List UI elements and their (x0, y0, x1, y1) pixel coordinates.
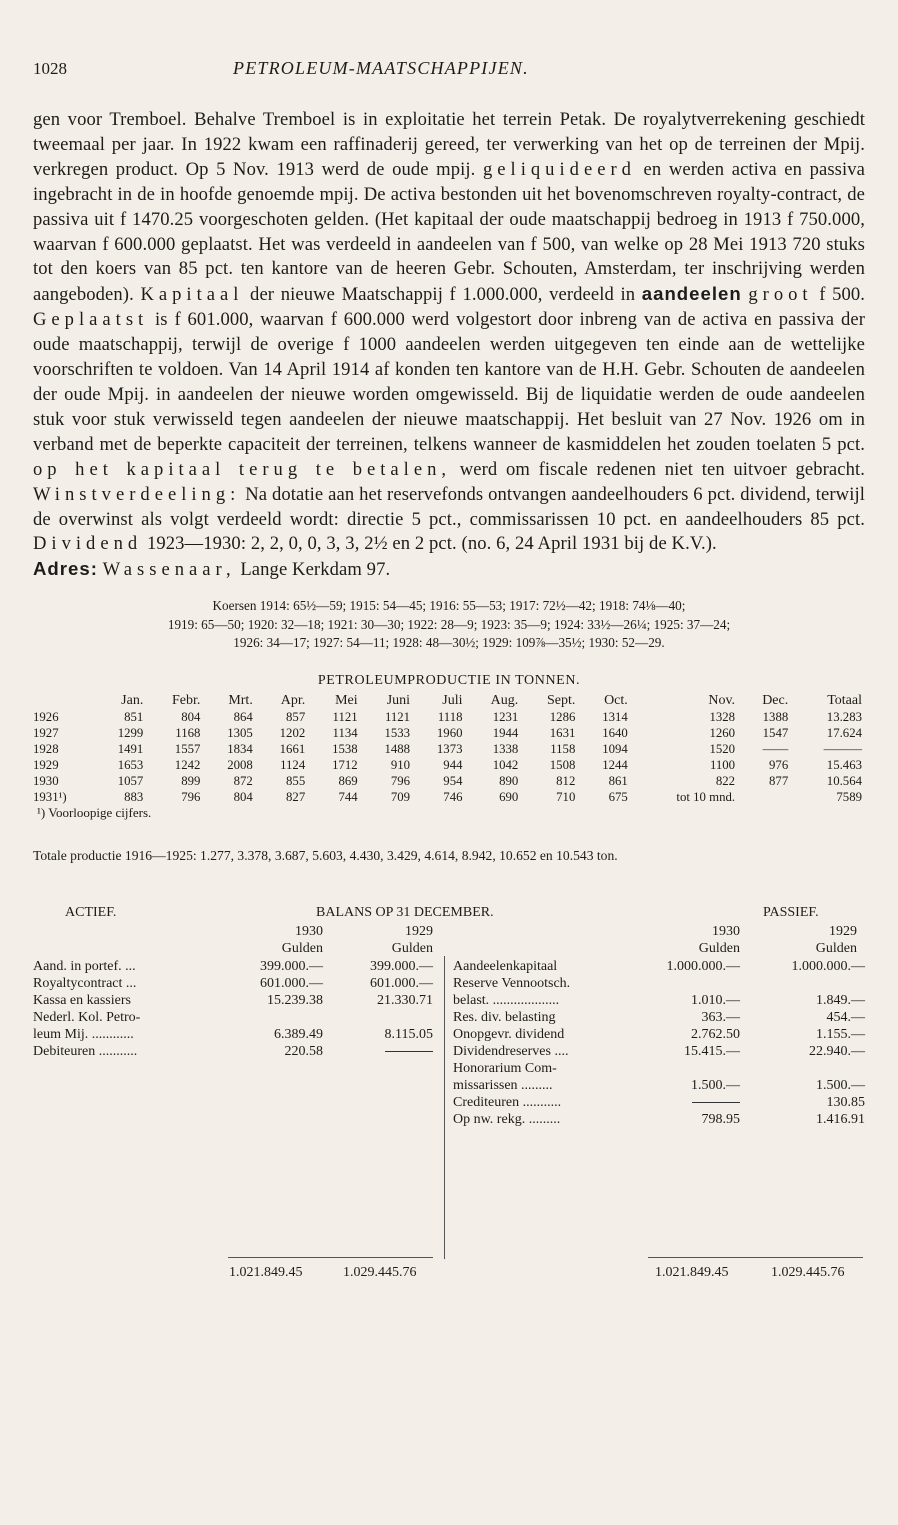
actief-value-1930: 399.000.— (260, 958, 323, 974)
production-value-cell: 796 (181, 789, 201, 804)
blank-dash (692, 1102, 740, 1103)
passief-row (453, 1043, 865, 1060)
production-value-cell: 1231 (492, 709, 519, 724)
running-title: PETROLEUM-MAATSCHAPPIJEN. (233, 58, 529, 78)
passief-value-1930: 798.95 (701, 1111, 740, 1127)
passief-label: Op nw. rekg. ......... (453, 1111, 561, 1127)
production-value-cell: 1305 (227, 725, 253, 740)
production-row (33, 789, 865, 805)
actief-value-1929: 601.000.— (370, 975, 433, 991)
production-value-cell: 1388 (762, 709, 789, 724)
actief-label: Nederl. Kol. Petro- (33, 1009, 141, 1025)
production-value-cell: 675 (608, 789, 628, 804)
passief-value-1930: 2.762.50 (691, 1026, 740, 1042)
emph-groot: groot (748, 284, 813, 306)
production-row (33, 757, 865, 773)
production-value-cell: tot 10 mnd. (676, 789, 736, 804)
production-value-cell: 857 (286, 709, 306, 724)
production-value-cell: 1491 (117, 741, 144, 756)
actief-value-1929: 21.330.71 (377, 992, 433, 1008)
actief-total-rule (228, 1257, 433, 1258)
production-value-cell: 812 (556, 773, 576, 788)
production-value-cell: 883 (124, 789, 144, 804)
passief-row (453, 992, 865, 1009)
passief-label: Crediteuren ........... (453, 1094, 562, 1110)
production-header-cell: Mrt. (228, 692, 253, 708)
passief-value-1930: 1.010.— (691, 992, 740, 1008)
production-value-cell: 1328 (709, 709, 736, 724)
production-value-cell: 1338 (492, 741, 519, 756)
production-value-cell: 1202 (279, 725, 306, 740)
actief-total-1929: 1.029.445.76 (343, 1264, 417, 1280)
passief-row (453, 975, 865, 992)
para-part: Na dotatie aan het reservefonds ontvangen aandeelhouders 6 pct. dividend, terwijl de overwinst als volgt verdeeld wordt: directie 5 pct., commissarissen 10 pct. en aandeelhouders 85 pct. (33, 483, 865, 530)
actief-value-1930: 6.389.49 (274, 1026, 323, 1042)
actief-label: Royaltycontract ... (33, 975, 137, 991)
production-value-cell: 1094 (602, 741, 628, 756)
production-value-cell: 2008 (227, 757, 253, 772)
production-row (33, 725, 865, 741)
blank-dash (385, 1051, 433, 1052)
actief-col-1930 (233, 923, 323, 957)
production-value-cell: 1260 (709, 725, 736, 740)
production-header-cell: Oct. (604, 692, 628, 708)
passief-value-1929: 1.416.91 (816, 1111, 865, 1127)
passief-value-1929: 1.155.— (816, 1026, 865, 1042)
passief-label: Aandeelenkapitaal (453, 958, 558, 974)
actief-row (33, 958, 433, 975)
production-year-cell: 1927 (33, 725, 59, 740)
production-value-cell: 877 (769, 773, 789, 788)
production-header-cell: Apr. (280, 692, 306, 708)
production-value-cell: 1712 (332, 757, 358, 772)
production-value-cell: 1547 (762, 725, 789, 740)
production-value-cell: 13.283 (826, 709, 862, 724)
production-table (33, 693, 865, 805)
production-value-cell: 10.564 (826, 773, 862, 788)
passief-row (453, 958, 865, 975)
production-title: PETROLEUMPRODUCTIE IN TONNEN. (317, 672, 581, 688)
production-value-cell: 869 (338, 773, 358, 788)
production-value-cell (738, 789, 791, 805)
page (33, 58, 865, 1285)
actief-row (33, 975, 433, 992)
para-part: werd om fiscale redenen niet ten uitvoer gebracht. (459, 458, 866, 480)
actief-value-1929 (385, 1043, 433, 1060)
adres-label: Adres: (33, 558, 98, 580)
production-header-cell: Juni (386, 692, 411, 708)
year-label: 1930 (712, 923, 740, 939)
production-header-cell: Nov. (708, 692, 736, 708)
passief-row (453, 1026, 865, 1043)
production-value-cell: 1944 (492, 725, 519, 740)
production-value-cell: 1373 (436, 741, 463, 756)
balans-section (33, 905, 865, 1285)
actief-rows (33, 958, 433, 1060)
actief-total-1930: 1.021.849.45 (229, 1264, 303, 1280)
emph-dividend: Dividend (33, 533, 143, 555)
passief-label: belast. ................... (453, 992, 560, 1008)
passief-value-1930: 363.— (701, 1009, 740, 1025)
production-header-cell: Juli (442, 692, 463, 708)
production-header-cell: Totaal (827, 692, 862, 708)
production-value-cell: ——— (823, 741, 862, 756)
actief-row (33, 1026, 433, 1043)
actief-col-1929 (343, 923, 433, 957)
production-value-cell: 1158 (550, 741, 576, 756)
production-year-cell: 1928 (33, 741, 59, 756)
para-part: en werden activa en passiva ingebracht in de in hoofde genoemde mpij. De activa bestonden uit het bovenomschreven royalty-contract, de passiva uit f 1470.25 voorgeschoten gelden. (Het kapitaal der oude maatschappij bedroeg in 1913 f 750.000, waarvan f 600.000 geplaatst. Het was verdeeld in aandeelen van f 500, van welke op 28 Mei 1913 720 stuks tot den koers van 85 pct. ten kantore van de heeren Gebr. Schouten, Amsterdam, ter inschrijving werden aangeboden). (33, 158, 866, 306)
production-value-cell: 796 (390, 773, 411, 788)
production-row (33, 773, 865, 789)
production-year-cell: 1929 (33, 757, 59, 772)
adres-street: Lange Kerkdam 97. (240, 559, 391, 581)
production-value-cell: 1538 (332, 741, 358, 756)
totale-productie: Totale productie 1916—1925: 1.277, 3.378, 3.687, 5.603, 4.430, 3.429, 4.614, 8.942, 10.652 en 10.543 ton. (33, 847, 618, 863)
production-value-cell: 1121 (332, 709, 358, 724)
actief-value-1929: 399.000.— (370, 958, 433, 974)
production-value-cell: 690 (499, 789, 519, 804)
emph-terugbetalen: op het kapitaal terug te betalen, (33, 458, 452, 480)
actief-row (33, 992, 433, 1009)
production-value-cell: 710 (556, 789, 576, 804)
passief-value-1930 (692, 1094, 740, 1111)
passief-row (453, 1060, 865, 1077)
passief-col-1930 (650, 923, 740, 957)
production-header-cell: Dec. (762, 692, 789, 708)
production-value-cell: 1121 (384, 709, 411, 724)
production-value-cell: 1286 (549, 709, 576, 724)
passief-col-1929 (765, 923, 857, 957)
production-value-cell: 910 (390, 757, 411, 772)
production-value-cell: 1631 (549, 725, 576, 740)
production-year-cell: 1931¹) (33, 789, 67, 804)
actief-label: Kassa en kassiers (33, 992, 131, 1008)
passief-value-1929: 22.940.— (809, 1043, 865, 1059)
production-value-cell: 709 (390, 789, 411, 804)
production-header-cell: Mei (335, 692, 358, 708)
emph-geplaatst: Geplaatst (33, 309, 149, 331)
year-label: 1929 (405, 923, 433, 939)
production-value-cell: 1118 (437, 709, 463, 724)
year-label: 1929 (829, 923, 857, 939)
production-value-cell: 1533 (384, 725, 411, 740)
passief-row (453, 1077, 865, 1094)
para-part: gen voor Tremboel. Behalve Tremboel is in exploitatie het terrein Petak. De royalytverrekening geschiedt tweemaal per jaar. In 1922 kwam een raffinaderij gereed, ter verwerking van het op de terreinen der Mpij. verkregen product. Op 5 Nov. 1913 werd de oude mpij. (33, 109, 865, 180)
page-number: 1028 (33, 59, 67, 78)
passief-value-1930: 15.415.— (684, 1043, 740, 1059)
koersen-block (33, 597, 865, 653)
balans-title: BALANS OP 31 DECEMBER. (316, 904, 494, 920)
production-value-cell: 899 (181, 773, 201, 788)
passief-label: PASSIEF. (763, 904, 819, 920)
production-header-cell: Aug. (490, 692, 519, 708)
currency-label: Gulden (698, 940, 740, 956)
production-value-cell: 864 (233, 709, 253, 724)
passief-total-1929: 1.029.445.76 (771, 1264, 845, 1280)
para-part: is f 601.000, waarvan f 600.000 werd volgestort door inbreng van de activa en passiva der oude maatschappij, terwijl de overige f 1000 aandeelen werden uitgegeven ten einde aan de wettelijke voorschriften te voldoen. Van 14 April 1914 af konden ten kantore van de H.H. Gebr. Schouten de aandeelen der oude Mpij. in aandeelen der nieuwe worden omgewisseld. Bij de liquidatie werden de oude aandeelen stuk voor stuk verwisseld tegen aandeelen der nieuwe maatschappij. Het besluit van 27 Nov. 1926 om in verband met de beperkte capaciteit der terreinen, telkens wanneer de kasmiddelen het zouden toelaten 5 pct. (33, 309, 865, 455)
production-value-cell: 1661 (279, 741, 306, 756)
production-value-cell: 851 (124, 709, 144, 724)
passief-value-1929: 130.85 (826, 1094, 865, 1110)
production-value-cell: 746 (443, 789, 463, 804)
production-row (33, 741, 865, 757)
production-year-cell: 1926 (33, 709, 59, 724)
passief-value-1930: 1.500.— (691, 1077, 740, 1093)
production-value-cell: 1557 (174, 741, 201, 756)
para-part: f 500. (819, 284, 866, 306)
production-value-cell: 976 (769, 757, 789, 772)
production-value-cell: 855 (286, 773, 306, 788)
passief-label: Honorarium Com- (453, 1060, 557, 1076)
production-value-cell: 1299 (117, 725, 144, 740)
emph-kapitaal: Kapitaal (140, 284, 244, 306)
actief-value-1930: 220.58 (284, 1043, 323, 1059)
production-value-cell: 1520 (709, 741, 736, 756)
production-value-cell: 822 (715, 773, 736, 788)
passief-value-1929: 1.500.— (816, 1077, 865, 1093)
production-value-cell: 1242 (174, 757, 201, 772)
passief-label: missarissen ......... (453, 1077, 553, 1093)
production-value-cell: 1653 (117, 757, 144, 772)
balans-title-row (33, 905, 865, 925)
production-value-cell: 827 (286, 789, 306, 804)
production-value-cell: —— (762, 741, 789, 756)
production-year-cell: 1930 (33, 773, 59, 788)
passief-label: Onopgevr. dividend (453, 1026, 565, 1042)
passief-value-1929: 1.000.000.— (791, 958, 865, 974)
production-header-cell: Jan. (121, 692, 144, 708)
actief-label: ACTIEF. (65, 904, 117, 920)
production-value-cell: 1314 (602, 709, 628, 724)
actief-row (33, 1043, 433, 1060)
currency-label: Gulden (815, 940, 857, 956)
production-header-cell: Febr. (172, 692, 201, 708)
production-value-cell: 1834 (227, 741, 253, 756)
production-value-cell: 804 (181, 709, 201, 724)
adres-city: Wassenaar, (102, 559, 236, 581)
production-value-cell: 7589 (836, 789, 862, 804)
production-value-cell: 744 (338, 789, 358, 804)
production-value-cell: 890 (499, 773, 519, 788)
year-label: 1930 (295, 923, 323, 939)
currency-label: Gulden (391, 940, 433, 956)
passief-rows (453, 958, 865, 1128)
production-value-cell: 804 (233, 789, 253, 804)
production-value-cell: 1057 (117, 773, 144, 788)
production-value-cell: 1100 (709, 757, 736, 772)
actief-value-1930: 601.000.— (260, 975, 323, 991)
production-value-cell: 1124 (280, 757, 306, 772)
passief-row (453, 1111, 865, 1128)
column-divider (444, 956, 445, 1259)
passief-row (453, 1009, 865, 1026)
production-value-cell: 17.624 (826, 725, 862, 740)
para-part: der nieuwe Maatschappij f 1.000.000, verdeeld in (250, 284, 636, 306)
actief-row (33, 1009, 433, 1026)
production-value-cell: 1042 (492, 757, 519, 772)
production-row (33, 709, 865, 725)
currency-label: Gulden (281, 940, 323, 956)
passief-value-1929: 454.— (826, 1009, 865, 1025)
passief-total-1930: 1.021.849.45 (655, 1264, 729, 1280)
emph-geliquideerd: geliquideerd (483, 158, 636, 180)
koersen-line: 1919: 65—50; 1920: 32—18; 1921: 30—30; 1922: 28—9; 1923: 35—9; 1924: 33½—26¼; 1925: 37—24; (167, 616, 731, 632)
production-value-cell: 1244 (602, 757, 628, 772)
production-value-cell: 954 (443, 773, 463, 788)
actief-label: Aand. in portef. ... (33, 958, 136, 974)
passief-label: Res. div. belasting (453, 1009, 556, 1025)
passief-row (453, 1094, 865, 1111)
company-description (33, 108, 865, 583)
emph-winstverdeeling: Winstverdeeling: (33, 483, 241, 505)
production-value-cell: 1488 (384, 741, 411, 756)
passief-label: Reserve Vennootsch. (453, 975, 571, 991)
para-part: 1923—1930: 2, 2, 0, 0, 3, 3, 2½ en 2 pct. (no. 6, 24 April 1931 bij de K.V.). (146, 533, 717, 555)
actief-label: leum Mij. ............ (33, 1026, 134, 1042)
production-footnote: ¹) Voorloopige cijfers. (37, 804, 152, 820)
production-value-cell: 944 (443, 757, 463, 772)
production-header-cell (33, 693, 94, 709)
actief-value-1929: 8.115.05 (384, 1026, 433, 1042)
actief-value-1930: 15.239.38 (267, 992, 323, 1008)
actief-label: Debiteuren ........... (33, 1043, 138, 1059)
koersen-line: Koersen 1914: 65½—59; 1915: 54—45; 1916: 55—53; 1917: 72½—42; 1918: 74⅛—40; (212, 598, 686, 614)
production-value-cell: 1508 (549, 757, 576, 772)
passief-value-1930: 1.000.000.— (666, 958, 740, 974)
passief-value-1929: 1.849.— (816, 992, 865, 1008)
production-header-row (33, 693, 865, 709)
passief-label: Dividendreserves .... (453, 1043, 569, 1059)
production-value-cell: 1134 (332, 725, 358, 740)
production-value-cell: 1168 (175, 725, 201, 740)
koersen-line: 1926: 34—17; 1927: 54—11; 1928: 48—30½; 1929: 109⅞—35½; 1930: 52—29. (233, 635, 665, 651)
production-value-cell: 1960 (436, 725, 463, 740)
emph-aandeelen: aandeelen (641, 283, 742, 305)
page-header (33, 58, 865, 88)
production-value-cell: 872 (233, 773, 253, 788)
production-value-cell: 1640 (602, 725, 628, 740)
production-header-cell: Sept. (546, 692, 576, 708)
passief-total-rule (648, 1257, 863, 1258)
production-value-cell: 861 (608, 773, 628, 788)
production-value-cell: 15.463 (826, 757, 862, 772)
